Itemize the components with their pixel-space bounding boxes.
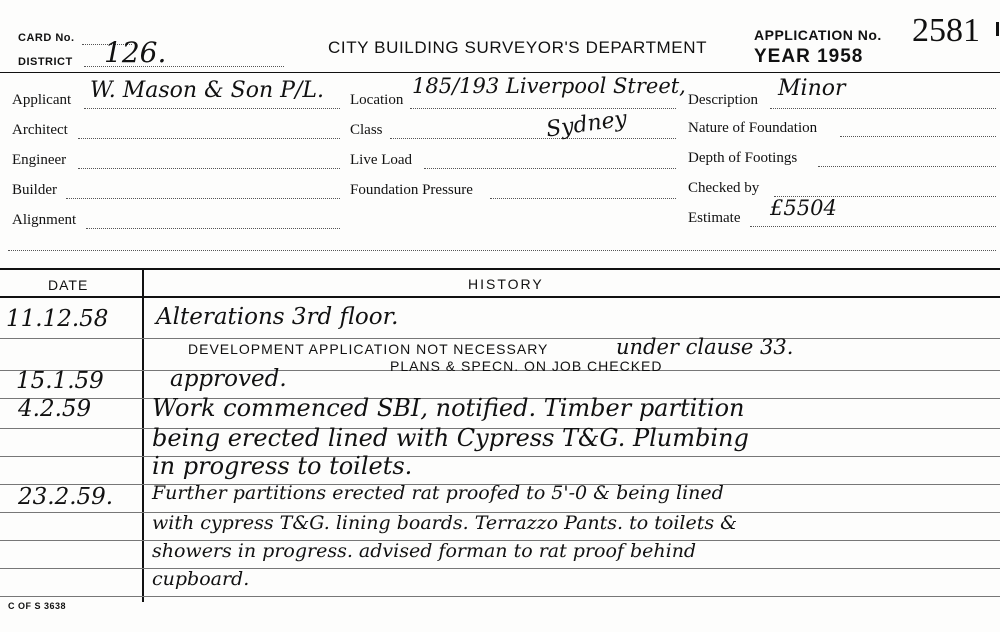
entry-text-clause: under clause 33. [616,335,794,359]
foundation-pressure-line [490,198,676,199]
foundation-pressure-label: Foundation Pressure [350,182,473,198]
district-label: DISTRICT [18,56,73,68]
checked-by-label: Checked by [688,180,760,196]
depth-of-footings-label: Depth of Footings [688,150,798,166]
applicant-value: W. Mason & Son P/L. [90,78,324,103]
description-label: Description [688,92,758,108]
nature-of-foundation-label: Nature of Foundation [688,120,818,136]
alignment-line [86,228,340,229]
history-header: HISTORY [468,276,544,292]
builder-label: Builder [12,182,57,198]
nature-of-foundation-line [840,136,996,137]
entry-text: Further partitions erected rat proofed to 5'-0 & being lined [152,482,724,504]
card-no-label: CARD No. [18,32,75,44]
description-value: Minor [778,76,846,101]
location-label: Location [350,92,404,108]
row-rule [0,338,1000,339]
district-value: 126. [104,36,167,69]
alignment-label: Alignment [12,212,77,228]
edge-mark [996,22,999,36]
class-value: Sydney [544,106,629,143]
row-rule [0,596,1000,597]
live-load-label: Live Load [350,152,413,168]
department-title: CITY BUILDING SURVEYOR'S DEPARTMENT [328,38,708,57]
entry-text: showers in progress. advised forman to rat proof behind [152,540,697,562]
history-header-rule [0,296,1000,298]
engineer-line [78,168,340,169]
entry-text: approved. [170,366,287,392]
class-label: Class [350,122,383,138]
entry-text: Alterations 3rd floor. [156,304,399,330]
depth-of-footings-line [818,166,996,167]
estimate-label: Estimate [688,210,741,226]
stamp-development-application: DEVELOPMENT APPLICATION NOT NECESSARY [188,341,549,357]
architect-line [78,138,340,139]
fields-bottom-line [8,250,996,251]
date-header: DATE [48,277,89,293]
estimate-value: £5504 [770,196,837,220]
architect-label: Architect [12,122,68,138]
entry-date: 15.1.59 [16,368,104,394]
applicant-line [84,108,340,109]
entry-text: being erected lined with Cypress T&G. Plumbing [152,424,749,452]
application-value: 2581 [912,12,980,49]
description-line [770,108,996,109]
date-column-divider [142,268,144,602]
history-top-rule [0,268,1000,270]
builder-line [66,198,340,199]
live-load-line [424,168,676,169]
row-rule [0,456,1000,457]
entry-text: in progress to toilets. [152,452,413,480]
entry-text: Work commenced SBI, notified. Timber partition [152,394,745,422]
year-label: YEAR 1958 [754,46,864,67]
entry-date: 4.2.59 [18,396,92,422]
class-line [390,138,676,139]
applicant-label: Applicant [12,92,72,108]
form-code: C OF S 3638 [8,601,67,611]
engineer-label: Engineer [12,152,67,168]
entry-date: 23.2.59. [18,484,114,510]
application-label: APPLICATION No. [754,27,882,43]
row-rule [0,568,1000,569]
entry-text: cupboard. [152,568,250,590]
stamp-plans-checked: PLANS & SPECN. ON JOB CHECKED [390,358,663,374]
entry-date: 11.12.58 [6,306,109,332]
entry-text: with cypress T&G. lining boards. Terrazzo Pants. to toilets & [152,512,738,534]
location-value: 185/193 Liverpool Street, [412,74,686,98]
header-rule [0,72,1000,73]
estimate-line [750,226,996,227]
location-line [410,108,676,109]
